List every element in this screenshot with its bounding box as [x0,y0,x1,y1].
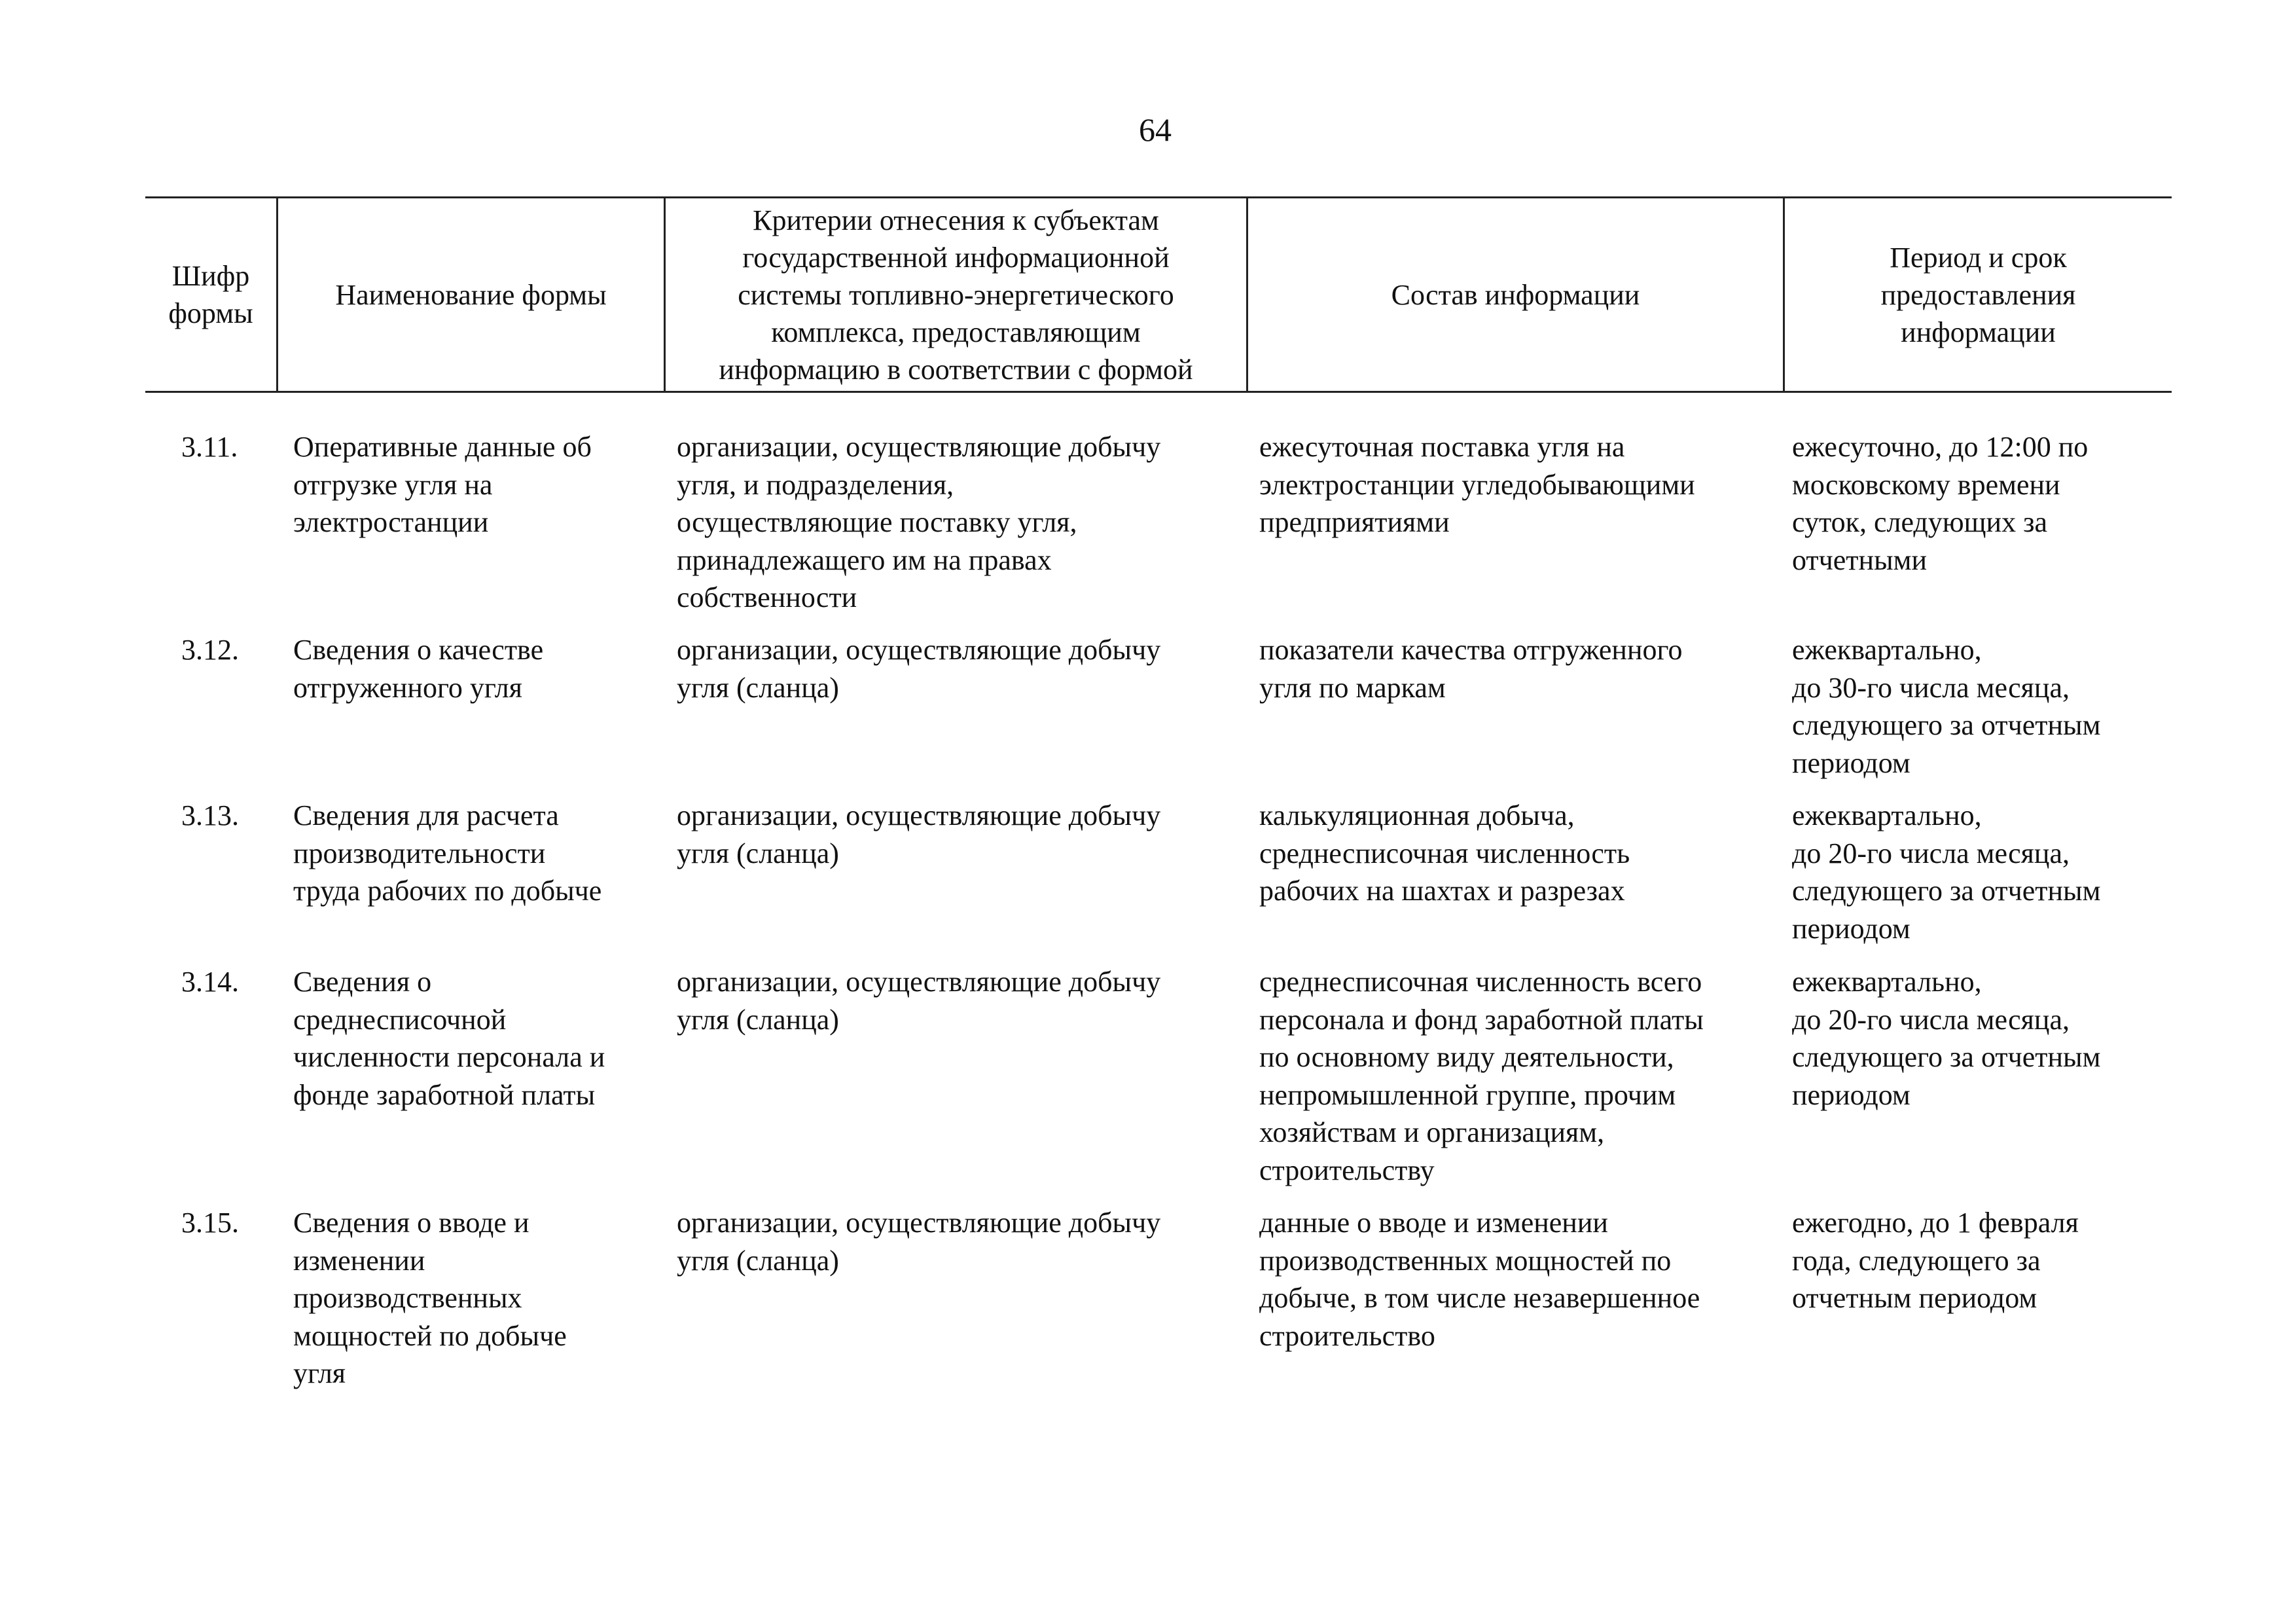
row-form-name: Оперативные данные об отгрузке угля на электростанции [293,431,592,538]
header-period [1783,198,2172,391]
header-code-text: Шифр формы [168,260,253,329]
row-code: 3.14. [181,966,239,998]
row-period: ежегодно, до 1 февраля года, следующего за отчетным периодом [1792,1207,2079,1314]
row-form-name: Сведения о вводе и изменении производственных мощностей по добыче угля [293,1207,567,1389]
row-info-content: среднесписочная численность всего персонала и фонд заработной платы по основному виду деятельности, непромышленной группе, прочим хозяйствам и организациям, строительству [1259,966,1704,1186]
row-code: 3.15. [181,1207,239,1239]
row-info-content: ежесуточная поставка угля на электростанции угледобывающими предприятиями [1259,431,1695,538]
row-criteria: организации, осуществляющие добычу угля (сланца) [677,799,1161,869]
header-info-content [1246,198,1783,391]
row-criteria: организации, осуществляющие добычу угля (сланца) [677,1207,1161,1277]
row-info-content: данные о вводе и изменении производственных мощностей по добыче, в том числе незавершенное строительство [1259,1207,1700,1352]
header-code [145,198,276,391]
row-form-name: Сведения о качестве отгруженного угля [293,634,544,704]
row-period: ежеквартально, до 20-го числа месяца, следующего за отчетным периодом [1792,966,2101,1111]
header-criteria [664,198,1246,391]
header-criteria-text: Критерии отнесения к субъектам государственной информационной системы топливно-энергетического комплекса, предоставляющим информацию в соответствии с формой [719,204,1193,386]
table-header [145,196,2172,393]
row-form-name: Сведения для расчета производительности труда рабочих по добыче [293,799,602,907]
forms-table [145,196,2172,1389]
row-period: ежеквартально, до 20-го числа месяца, следующего за отчетным периодом [1792,799,2101,945]
header-form-name-text: Наименование формы [335,278,607,311]
row-criteria: организации, осуществляющие добычу угля (сланца) [677,966,1161,1036]
row-period: ежеквартально, до 30-го числа месяца, следующего за отчетным периодом [1792,634,2101,779]
row-code: 3.11. [181,431,238,463]
row-criteria: организации, осуществляющие добычу угля (сланца) [677,634,1161,704]
row-period: ежесуточно, до 12:00 по московскому времени суток, следующих за отчетными [1792,431,2089,576]
header-info-content-text: Состав информации [1391,278,1640,311]
row-code: 3.12. [181,634,239,666]
header-form-name [276,198,664,391]
row-info-content: калькуляционная добыча, среднесписочная численность рабочих на шахтах и разрезах [1259,799,1630,907]
row-form-name: Сведения о среднесписочной численности персонала и фонде заработной платы [293,966,605,1111]
page-number: 64 [1139,111,1172,148]
row-criteria: организации, осуществляющие добычу угля, и подразделения, осуществляющие поставку угля, принадлежащего им на правах собственности [677,431,1161,613]
row-code: 3.13. [181,799,239,831]
row-info-content: показатели качества отгруженного угля по маркам [1259,634,1683,704]
header-period-text: Период и срок предоставления информации [1880,241,2076,348]
